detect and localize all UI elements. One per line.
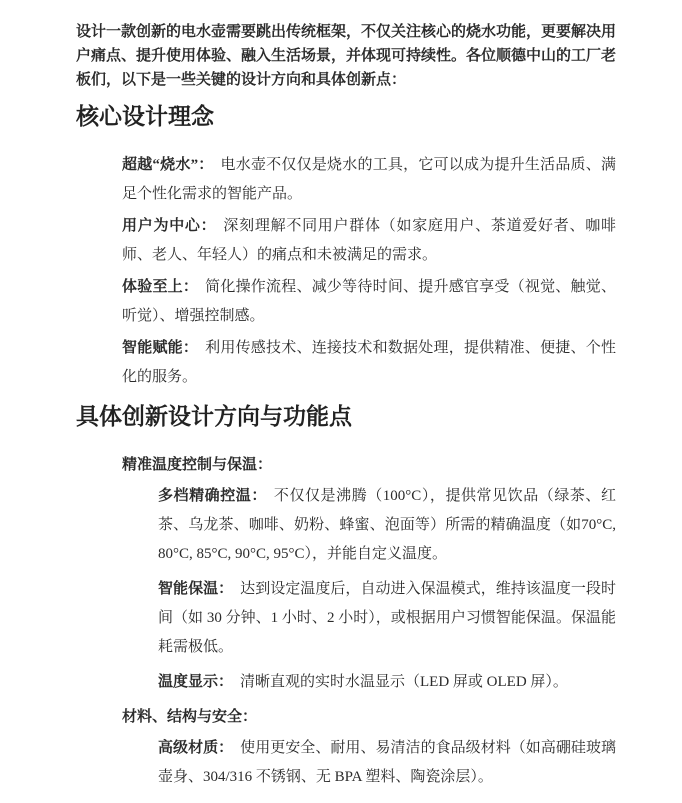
group-temperature-control <box>122 451 616 697</box>
item-label: 多档精确控温： <box>158 488 267 504</box>
core-philosophy-list <box>76 151 616 392</box>
item-label: 超越“烧水”： <box>122 157 214 173</box>
section-title-core-design-philosophy: 核心设计理念 <box>76 104 214 129</box>
list-item <box>158 734 616 792</box>
list-item <box>122 334 616 392</box>
item-text: 使用更安全、耐用、易清洁的食品级材料（如高硼硅玻璃壶身、304/316 不锈钢、无 BPA 塑料、陶瓷涂层）。 <box>158 740 616 785</box>
group-heading: 材料、结构与安全： <box>122 709 258 725</box>
item-label: 体验至上： <box>122 279 199 295</box>
temperature-control-sublist <box>122 482 616 697</box>
group-heading: 精准温度控制与保温： <box>122 457 273 473</box>
list-item <box>122 212 616 270</box>
list-item <box>122 151 616 209</box>
item-text: 达到设定温度后，自动进入保温模式，维持该温度一段时间（如 30 分钟、1 小时、2 小时），或根据用户习惯智能保温。保温能耗需极低。 <box>158 581 616 655</box>
item-text: 简化操作流程、减少等待时间、提升感官享受（视觉、触觉、听觉）、增强控制感。 <box>122 279 616 324</box>
group-materials-structure-safety <box>122 703 616 792</box>
item-text: 电水壶不仅仅是烧水的工具，它可以成为提升生活品质、满足个性化需求的智能产品。 <box>122 157 616 202</box>
list-item <box>158 668 616 697</box>
item-text: 利用传感技术、连接技术和数据处理，提供精准、便捷、个性化的服务。 <box>122 340 616 385</box>
item-label: 高级材质： <box>158 740 234 756</box>
item-label: 用户为中心： <box>122 218 217 234</box>
item-text: 清晰直观的实时水温显示（LED 屏或 OLED 屏）。 <box>240 674 568 690</box>
list-item <box>158 482 616 569</box>
list-item <box>158 575 616 662</box>
item-text: 深刻理解不同用户群体（如家庭用户、茶道爱好者、咖啡师、老人、年轻人）的痛点和未被满足的需求。 <box>122 218 616 263</box>
list-item <box>122 273 616 331</box>
item-label: 智能保温： <box>158 581 234 597</box>
intro-paragraph: 设计一款创新的电水壶需要跳出传统框架，不仅关注核心的烧水功能，更要解决用户痛点、提升使用体验、融入生活场景，并体现可持续性。各位顺德中山的工厂老板们，以下是一些关键的设计方向和具体创新点： <box>76 24 617 88</box>
item-label: 温度显示： <box>158 674 234 690</box>
item-label: 智能赋能： <box>122 340 199 356</box>
innovation-list <box>76 451 616 792</box>
section-title-specific-innovation-directions: 具体创新设计方向与功能点 <box>76 404 352 429</box>
materials-sublist <box>122 734 616 792</box>
item-text: 不仅仅是沸腾（100°C），提供常见饮品（绿茶、红茶、乌龙茶、咖啡、奶粉、蜂蜜、泡面等）所需的精确温度（如70°C, 80°C, 85°C, 90°C, 95°C），并能自定义温度。 <box>158 488 616 562</box>
